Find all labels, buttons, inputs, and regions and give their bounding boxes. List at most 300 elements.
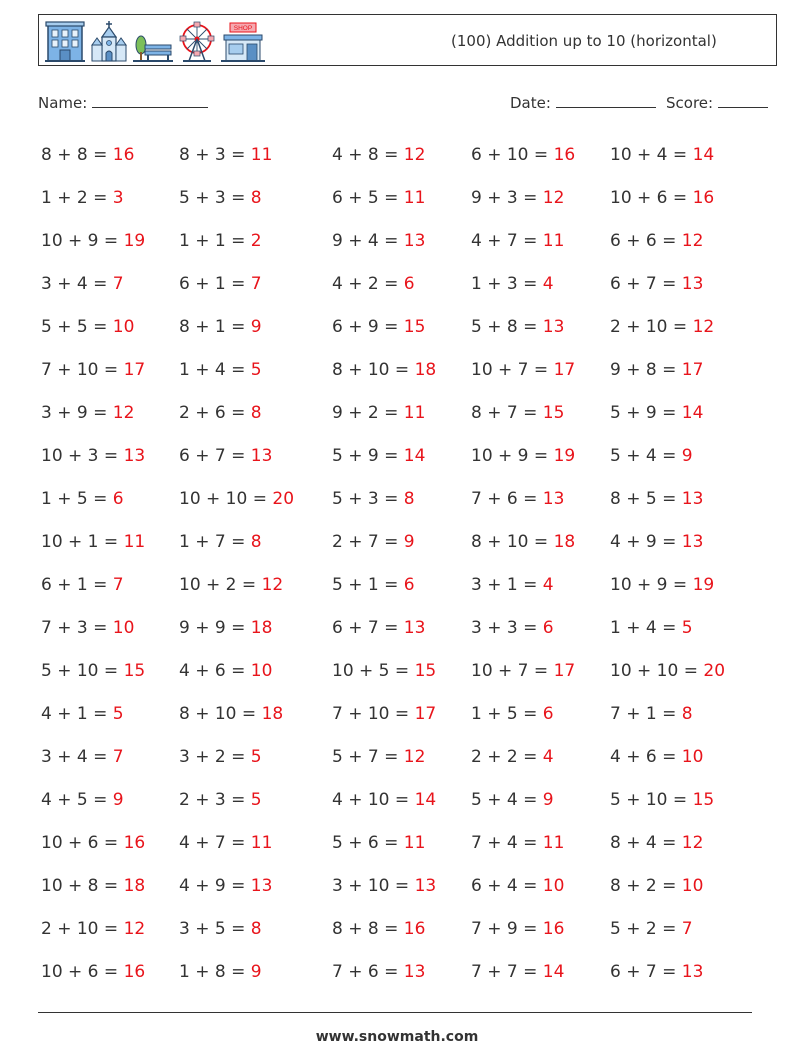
- problem-question: 5 + 4 =: [610, 446, 677, 466]
- name-blank[interactable]: [92, 93, 208, 108]
- problem-item: [471, 704, 554, 724]
- problem-answer: 8: [250, 919, 262, 939]
- problem-answer: 11: [250, 833, 273, 853]
- problem-answer: 11: [123, 532, 146, 552]
- problem-item: [179, 790, 262, 810]
- problem-answer: 10: [112, 317, 135, 337]
- problem-answer: 12: [112, 403, 135, 423]
- problem-question: 7 + 3 =: [41, 618, 108, 638]
- problem-question: 8 + 7 =: [471, 403, 538, 423]
- problem-answer: 17: [414, 704, 437, 724]
- problem-item: [332, 747, 425, 767]
- problem-answer: 11: [403, 403, 426, 423]
- problem-question: 4 + 10 =: [332, 790, 410, 810]
- problem-question: 10 + 7 =: [471, 661, 549, 681]
- problem-question: 6 + 7 =: [179, 446, 246, 466]
- problem-item: [471, 231, 564, 251]
- problem-item: [332, 575, 415, 595]
- problem-question: 3 + 9 =: [41, 403, 108, 423]
- problem-question: 5 + 4 =: [471, 790, 538, 810]
- problem-item: [332, 231, 425, 251]
- problem-question: 7 + 6 =: [332, 962, 399, 982]
- problem-answer: 5: [250, 360, 262, 380]
- problem-item: [332, 962, 425, 982]
- problem-question: 1 + 4 =: [179, 360, 246, 380]
- problem-answer: 16: [123, 962, 146, 982]
- problem-item: [610, 661, 725, 681]
- problem-answer: 20: [272, 489, 295, 509]
- problem-answer: 17: [681, 360, 704, 380]
- problem-answer: 13: [414, 876, 437, 896]
- problem-item: [332, 532, 415, 552]
- problem-answer: 7: [681, 919, 693, 939]
- problem-item: [179, 575, 283, 595]
- problem-item: [179, 274, 262, 294]
- problem-question: 10 + 9 =: [610, 575, 688, 595]
- problem-answer: 19: [123, 231, 146, 251]
- problem-item: [179, 876, 272, 896]
- problem-question: 6 + 4 =: [471, 876, 538, 896]
- problem-item: [610, 790, 714, 810]
- problem-question: 1 + 4 =: [610, 618, 677, 638]
- problem-item: [41, 575, 124, 595]
- problem-item: [332, 704, 436, 724]
- problem-answer: 16: [403, 919, 426, 939]
- problem-answer: 16: [542, 919, 565, 939]
- problem-item: [332, 876, 436, 896]
- problem-item: [41, 790, 124, 810]
- problem-item: [471, 876, 564, 896]
- problem-item: [179, 661, 272, 681]
- problem-answer: 12: [123, 919, 146, 939]
- problem-item: [41, 403, 134, 423]
- problem-answer: 15: [123, 661, 146, 681]
- problem-answer: 13: [681, 274, 704, 294]
- problem-question: 10 + 10 =: [179, 489, 267, 509]
- problem-question: 1 + 8 =: [179, 962, 246, 982]
- problem-item: [41, 919, 145, 939]
- shop-icon: [221, 19, 265, 63]
- problem-item: [471, 532, 575, 552]
- score-blank[interactable]: [718, 93, 768, 108]
- problem-answer: 12: [403, 747, 426, 767]
- problem-item: [179, 446, 272, 466]
- problem-answer: 9: [681, 446, 693, 466]
- header-box: [38, 14, 777, 66]
- problem-answer: 11: [542, 231, 565, 251]
- problem-item: [332, 790, 436, 810]
- problem-item: [471, 575, 554, 595]
- problem-question: 3 + 1 =: [471, 575, 538, 595]
- problem-answer: 15: [692, 790, 715, 810]
- problem-answer: 19: [553, 446, 576, 466]
- problem-question: 5 + 3 =: [179, 188, 246, 208]
- problem-item: [332, 145, 425, 165]
- problem-question: 9 + 4 =: [332, 231, 399, 251]
- problem-question: 10 + 7 =: [471, 360, 549, 380]
- problem-item: [332, 317, 425, 337]
- problem-question: 4 + 9 =: [610, 532, 677, 552]
- problem-answer: 13: [403, 618, 426, 638]
- problem-answer: 3: [112, 188, 124, 208]
- problem-question: 3 + 4 =: [41, 274, 108, 294]
- problem-item: [610, 317, 714, 337]
- problem-item: [41, 145, 134, 165]
- problem-answer: 12: [681, 833, 704, 853]
- problem-answer: 12: [261, 575, 284, 595]
- problem-item: [41, 446, 145, 466]
- problem-item: [471, 274, 554, 294]
- problem-item: [332, 188, 425, 208]
- problem-item: [610, 962, 703, 982]
- problem-question: 1 + 2 =: [41, 188, 108, 208]
- problem-answer: 9: [542, 790, 554, 810]
- problem-item: [610, 833, 703, 853]
- problem-answer: 8: [403, 489, 415, 509]
- problem-question: 6 + 7 =: [610, 274, 677, 294]
- problem-item: [610, 747, 703, 767]
- footer-divider: [38, 1012, 752, 1013]
- problem-answer: 13: [250, 446, 273, 466]
- problem-answer: 14: [403, 446, 426, 466]
- problem-question: 8 + 10 =: [332, 360, 410, 380]
- problem-answer: 13: [123, 446, 146, 466]
- problem-question: 1 + 3 =: [471, 274, 538, 294]
- problem-answer: 18: [123, 876, 146, 896]
- problem-question: 7 + 6 =: [471, 489, 538, 509]
- problem-item: [610, 403, 703, 423]
- problem-question: 10 + 8 =: [41, 876, 119, 896]
- problem-answer: 16: [112, 145, 135, 165]
- problem-question: 2 + 6 =: [179, 403, 246, 423]
- problem-question: 3 + 10 =: [332, 876, 410, 896]
- problem-answer: 15: [403, 317, 426, 337]
- problem-item: [610, 919, 693, 939]
- problem-question: 5 + 3 =: [332, 489, 399, 509]
- problem-item: [332, 489, 415, 509]
- problem-item: [471, 188, 564, 208]
- problem-item: [471, 618, 554, 638]
- problem-question: 7 + 10 =: [41, 360, 119, 380]
- problem-answer: 14: [692, 145, 715, 165]
- problem-item: [41, 618, 134, 638]
- problem-item: [41, 532, 145, 552]
- problem-answer: 13: [403, 231, 426, 251]
- problem-answer: 7: [112, 274, 124, 294]
- problem-answer: 14: [414, 790, 437, 810]
- problem-item: [179, 317, 262, 337]
- problem-item: [610, 618, 693, 638]
- problem-item: [179, 489, 294, 509]
- problem-question: 5 + 9 =: [610, 403, 677, 423]
- problem-answer: 6: [403, 274, 415, 294]
- problem-question: 3 + 4 =: [41, 747, 108, 767]
- problem-answer: 18: [261, 704, 284, 724]
- problem-answer: 10: [681, 747, 704, 767]
- problem-item: [41, 188, 124, 208]
- problem-question: 4 + 8 =: [332, 145, 399, 165]
- problem-item: [41, 274, 124, 294]
- problem-question: 5 + 8 =: [471, 317, 538, 337]
- problem-item: [471, 489, 564, 509]
- problem-answer: 12: [681, 231, 704, 251]
- problem-answer: 20: [703, 661, 726, 681]
- problem-item: [610, 532, 703, 552]
- problem-answer: 13: [542, 489, 565, 509]
- problem-item: [179, 962, 262, 982]
- problem-question: 10 + 4 =: [610, 145, 688, 165]
- problem-answer: 13: [403, 962, 426, 982]
- problem-item: [471, 403, 564, 423]
- problem-question: 10 + 1 =: [41, 532, 119, 552]
- problem-item: [610, 575, 714, 595]
- problem-question: 6 + 7 =: [332, 618, 399, 638]
- problem-answer: 17: [123, 360, 146, 380]
- problem-question: 8 + 10 =: [471, 532, 549, 552]
- problem-question: 7 + 10 =: [332, 704, 410, 724]
- footer-website: www.snowmath.com: [315, 1029, 479, 1045]
- problem-item: [179, 833, 272, 853]
- problem-answer: 6: [112, 489, 124, 509]
- problem-answer: 4: [542, 747, 554, 767]
- problem-answer: 8: [250, 188, 262, 208]
- problem-answer: 6: [542, 618, 554, 638]
- problem-question: 8 + 2 =: [610, 876, 677, 896]
- problem-item: [41, 876, 145, 896]
- problem-question: 4 + 2 =: [332, 274, 399, 294]
- problem-question: 2 + 2 =: [471, 747, 538, 767]
- problem-question: 5 + 7 =: [332, 747, 399, 767]
- problem-question: 8 + 10 =: [179, 704, 257, 724]
- header-icons: [45, 19, 265, 63]
- problem-answer: 10: [112, 618, 135, 638]
- problem-item: [41, 489, 124, 509]
- name-label: Name:: [38, 94, 88, 112]
- church-icon: [89, 19, 129, 63]
- problem-question: 9 + 8 =: [610, 360, 677, 380]
- problem-answer: 18: [414, 360, 437, 380]
- problem-question: 2 + 3 =: [179, 790, 246, 810]
- problem-item: [332, 403, 425, 423]
- problem-question: 10 + 2 =: [179, 575, 257, 595]
- problem-answer: 10: [681, 876, 704, 896]
- problem-item: [41, 747, 124, 767]
- problem-item: [471, 790, 554, 810]
- problem-item: [179, 188, 262, 208]
- problem-item: [471, 446, 575, 466]
- problem-question: 5 + 9 =: [332, 446, 399, 466]
- problem-question: 6 + 9 =: [332, 317, 399, 337]
- problem-answer: 13: [250, 876, 273, 896]
- problem-item: [610, 188, 714, 208]
- problem-question: 9 + 3 =: [471, 188, 538, 208]
- problem-question: 10 + 9 =: [471, 446, 549, 466]
- problem-item: [471, 962, 564, 982]
- problem-question: 1 + 1 =: [179, 231, 246, 251]
- problem-item: [332, 360, 436, 380]
- problem-question: 4 + 6 =: [179, 661, 246, 681]
- problem-question: 3 + 3 =: [471, 618, 538, 638]
- problem-answer: 18: [553, 532, 576, 552]
- problem-item: [41, 360, 145, 380]
- problem-item: [41, 661, 145, 681]
- problem-item: [610, 231, 703, 251]
- problem-question: 2 + 7 =: [332, 532, 399, 552]
- problem-answer: 13: [542, 317, 565, 337]
- problem-question: 1 + 5 =: [471, 704, 538, 724]
- problem-question: 5 + 1 =: [332, 575, 399, 595]
- problem-question: 3 + 5 =: [179, 919, 246, 939]
- problem-answer: 7: [250, 274, 262, 294]
- problem-question: 10 + 6 =: [610, 188, 688, 208]
- problem-question: 8 + 4 =: [610, 833, 677, 853]
- problem-question: 2 + 10 =: [41, 919, 119, 939]
- problem-question: 6 + 6 =: [610, 231, 677, 251]
- problem-question: 10 + 10 =: [610, 661, 698, 681]
- problem-item: [471, 919, 564, 939]
- score-label: Score:: [666, 94, 714, 112]
- problem-question: 9 + 9 =: [179, 618, 246, 638]
- problem-answer: 5: [681, 618, 693, 638]
- problem-item: [179, 919, 262, 939]
- problem-answer: 12: [403, 145, 426, 165]
- problem-answer: 9: [250, 962, 262, 982]
- problem-answer: 5: [250, 790, 262, 810]
- problem-item: [179, 231, 262, 251]
- problem-question: 4 + 7 =: [179, 833, 246, 853]
- problem-question: 6 + 7 =: [610, 962, 677, 982]
- problem-answer: 13: [681, 489, 704, 509]
- problem-question: 1 + 5 =: [41, 489, 108, 509]
- problem-question: 5 + 10 =: [41, 661, 119, 681]
- problem-answer: 11: [403, 188, 426, 208]
- problem-question: 6 + 1 =: [41, 575, 108, 595]
- problem-item: [179, 145, 272, 165]
- problem-item: [332, 919, 425, 939]
- problem-question: 4 + 7 =: [471, 231, 538, 251]
- problem-question: 1 + 7 =: [179, 532, 246, 552]
- problem-item: [41, 317, 134, 337]
- problem-question: 7 + 7 =: [471, 962, 538, 982]
- problem-item: [610, 489, 703, 509]
- problem-answer: 6: [403, 575, 415, 595]
- problem-question: 4 + 9 =: [179, 876, 246, 896]
- problem-question: 6 + 1 =: [179, 274, 246, 294]
- office-building-icon: [45, 19, 85, 63]
- problem-item: [179, 403, 262, 423]
- problem-item: [332, 618, 425, 638]
- problem-answer: 18: [250, 618, 273, 638]
- problem-answer: 16: [123, 833, 146, 853]
- problem-answer: 7: [112, 575, 124, 595]
- problem-answer: 9: [250, 317, 262, 337]
- problem-item: [610, 145, 714, 165]
- date-blank[interactable]: [556, 93, 656, 108]
- problem-answer: 5: [112, 704, 124, 724]
- problem-answer: 15: [542, 403, 565, 423]
- name-field[interactable]: [38, 93, 208, 112]
- problem-answer: 11: [250, 145, 273, 165]
- problem-item: [179, 618, 272, 638]
- problem-question: 5 + 5 =: [41, 317, 108, 337]
- shop-sign-text: SHOP: [233, 25, 253, 32]
- problem-answer: 14: [681, 403, 704, 423]
- problem-question: 8 + 8 =: [41, 145, 108, 165]
- problem-item: [41, 833, 145, 853]
- problem-answer: 15: [414, 661, 437, 681]
- problem-item: [471, 833, 564, 853]
- problem-answer: 9: [403, 532, 415, 552]
- problem-question: 10 + 6 =: [41, 962, 119, 982]
- problem-question: 10 + 6 =: [41, 833, 119, 853]
- problem-answer: 13: [681, 962, 704, 982]
- park-bench-icon: [133, 19, 173, 63]
- problem-item: [332, 661, 436, 681]
- problem-answer: 10: [250, 661, 273, 681]
- problem-answer: 2: [250, 231, 262, 251]
- problem-answer: 11: [403, 833, 426, 853]
- problem-answer: 13: [681, 532, 704, 552]
- problem-answer: 9: [112, 790, 124, 810]
- problem-item: [610, 446, 693, 466]
- problem-item: [41, 231, 145, 251]
- problem-answer: 16: [692, 188, 715, 208]
- problem-question: 7 + 1 =: [610, 704, 677, 724]
- problem-item: [179, 360, 262, 380]
- problem-item: [610, 360, 703, 380]
- problem-question: 4 + 5 =: [41, 790, 108, 810]
- problem-item: [332, 833, 425, 853]
- date-label: Date:: [510, 94, 551, 112]
- worksheet-title: (100) Addition up to 10 (horizontal): [451, 32, 717, 50]
- problem-item: [41, 704, 124, 724]
- problem-answer: 12: [692, 317, 715, 337]
- problem-answer: 7: [112, 747, 124, 767]
- problem-question: 5 + 6 =: [332, 833, 399, 853]
- problem-answer: 19: [692, 575, 715, 595]
- problem-question: 10 + 5 =: [332, 661, 410, 681]
- problem-answer: 4: [542, 274, 554, 294]
- problem-item: [471, 360, 575, 380]
- problem-answer: 6: [542, 704, 554, 724]
- problem-question: 6 + 5 =: [332, 188, 399, 208]
- problem-answer: 10: [542, 876, 565, 896]
- problem-question: 3 + 2 =: [179, 747, 246, 767]
- problem-answer: 5: [250, 747, 262, 767]
- problem-item: [179, 704, 283, 724]
- problem-question: 10 + 9 =: [41, 231, 119, 251]
- problem-item: [610, 876, 703, 896]
- problem-question: 7 + 9 =: [471, 919, 538, 939]
- problem-item: [179, 532, 262, 552]
- problem-answer: 17: [553, 661, 576, 681]
- problem-question: 9 + 2 =: [332, 403, 399, 423]
- problem-answer: 8: [250, 532, 262, 552]
- problem-answer: 8: [250, 403, 262, 423]
- date-field[interactable]: [510, 93, 656, 112]
- problem-answer: 4: [542, 575, 554, 595]
- problem-item: [471, 317, 564, 337]
- problem-item: [41, 962, 145, 982]
- score-field[interactable]: [666, 93, 768, 112]
- problem-question: 8 + 1 =: [179, 317, 246, 337]
- problem-answer: 12: [542, 188, 565, 208]
- problem-question: 4 + 6 =: [610, 747, 677, 767]
- ferris-wheel-icon: [177, 19, 217, 63]
- problem-item: [610, 274, 703, 294]
- problem-item: [610, 704, 693, 724]
- problem-answer: 11: [542, 833, 565, 853]
